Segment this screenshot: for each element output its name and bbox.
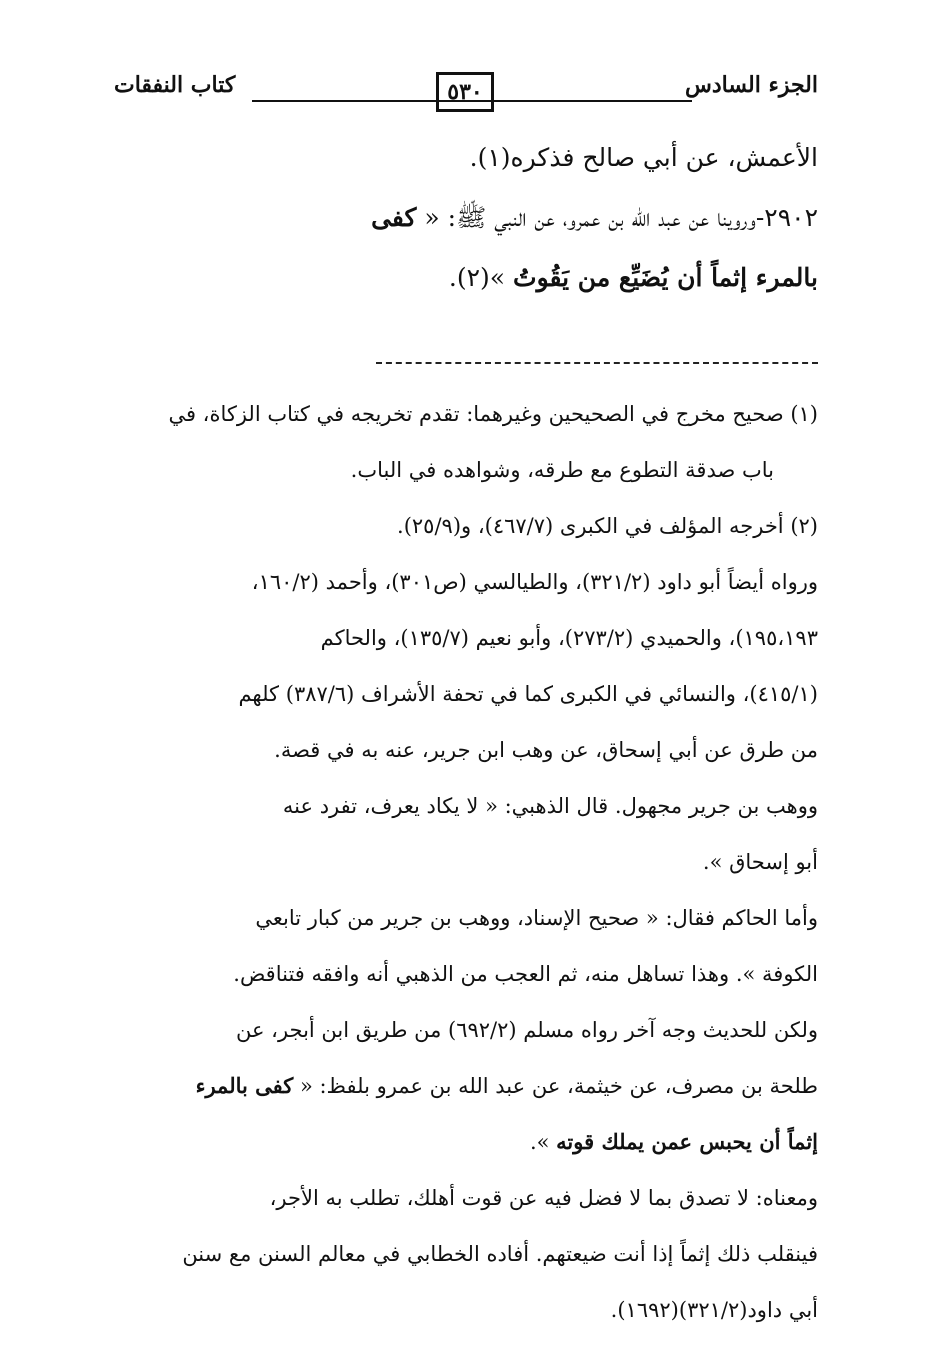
main-line-1: الأعمش، عن أبي صالح فذكره(١).: [469, 143, 818, 172]
page-number-box: [436, 72, 494, 112]
main-text: [108, 128, 818, 308]
footnote-para-5-line-3: أبي داود(٣٢١/٢)(١٦٩٢).: [610, 1298, 818, 1322]
footnote-para-1-line-1: ورواه أيضاً أبو داود (٣٢١/٢)، والطيالسي (ص٣٠١)، وأحمد (١٦٠/٢،: [251, 570, 818, 594]
footnote-para-3-line-2: الكوفة ». وهذا تساهل منه، ثم العجب من الذهبي أنه وافقه فتناقض.: [233, 962, 818, 986]
footnote-1-line-2: باب صدقة التطوع مع طرقه، وشواهده في الباب.: [350, 458, 774, 482]
footnote-separator: [376, 362, 818, 364]
footnote-para-2-line-2: أبو إسحاق ».: [702, 850, 818, 874]
footnote-para-1-line-4: من طرق عن أبي إسحاق، عن وهب ابن جرير، عنه به في قصة.: [274, 738, 818, 762]
footnote-para-2-line-1: ووهب بن جرير مجهول. قال الذهبي: « لا يكاد يعرف، تفرد عنه: [282, 794, 818, 818]
main-line-3: بالمرء إثماً أن يُضَيِّع من يَقُوتُ »(٢).: [448, 263, 818, 292]
footnote-para-4-line-2: طلحة بن مصرف، عن خيثمة، عن عبد الله بن عمرو بلفظ: « كفى بالمرء: [195, 1073, 818, 1098]
page-number: ٥٣٠: [447, 79, 483, 105]
footnote-para-1-line-3: (٤١٥/١)، والنسائي في الكبرى كما في تحفة الأشراف (٣٨٧/٦) كلهم: [238, 682, 818, 706]
book-title: كتاب النفقات: [114, 72, 236, 98]
footnote-para-5-line-1: ومعناه: لا تصدق بما لا فضل فيه عن قوت أهلك، تطلب به الأجر،: [269, 1186, 818, 1210]
footnote-para-4-line-3: إثماً أن يحبس عمن يملك قوته ».: [529, 1129, 818, 1154]
footnote-1-line-1: (١) صحيح مخرج في الصحيحين وغيرهما: تقدم تخريجه في كتاب الزكاة، في: [168, 402, 818, 426]
main-line-2: ٢٩٠٢-وروينا عن عبد الله بن عمرو، عن النبي ﷺ: « كفى: [371, 203, 818, 232]
header-rule-left: [252, 100, 596, 102]
footnote-para-1-line-2: ١٩٥،١٩٣)، والحميدي (٢٧٣/٢)، وأبو نعيم (١٣٥/٧)، والحاكم: [320, 626, 818, 650]
footnotes: [108, 386, 818, 1338]
footnote-para-5-line-2: فينقلب ذلك إثماً إذا أنت ضيعتهم. أفاده الخطابي في معالم السنن مع سنن: [182, 1242, 818, 1266]
volume-label: الجزء السادس: [685, 72, 818, 98]
page-header: [110, 66, 818, 122]
footnote-2-line-1: (٢) أخرجه المؤلف في الكبرى (٤٦٧/٧)، و(٢٥/٩).: [397, 514, 818, 538]
footnote-para-4-line-1: ولكن للحديث وجه آخر رواه مسلم (٦٩٢/٢) من طريق ابن أبجر، عن: [235, 1018, 818, 1042]
footnote-para-3-line-1: وأما الحاكم فقال: « صحيح الإسناد، ووهب بن جرير من كبار تابعي: [255, 906, 818, 930]
